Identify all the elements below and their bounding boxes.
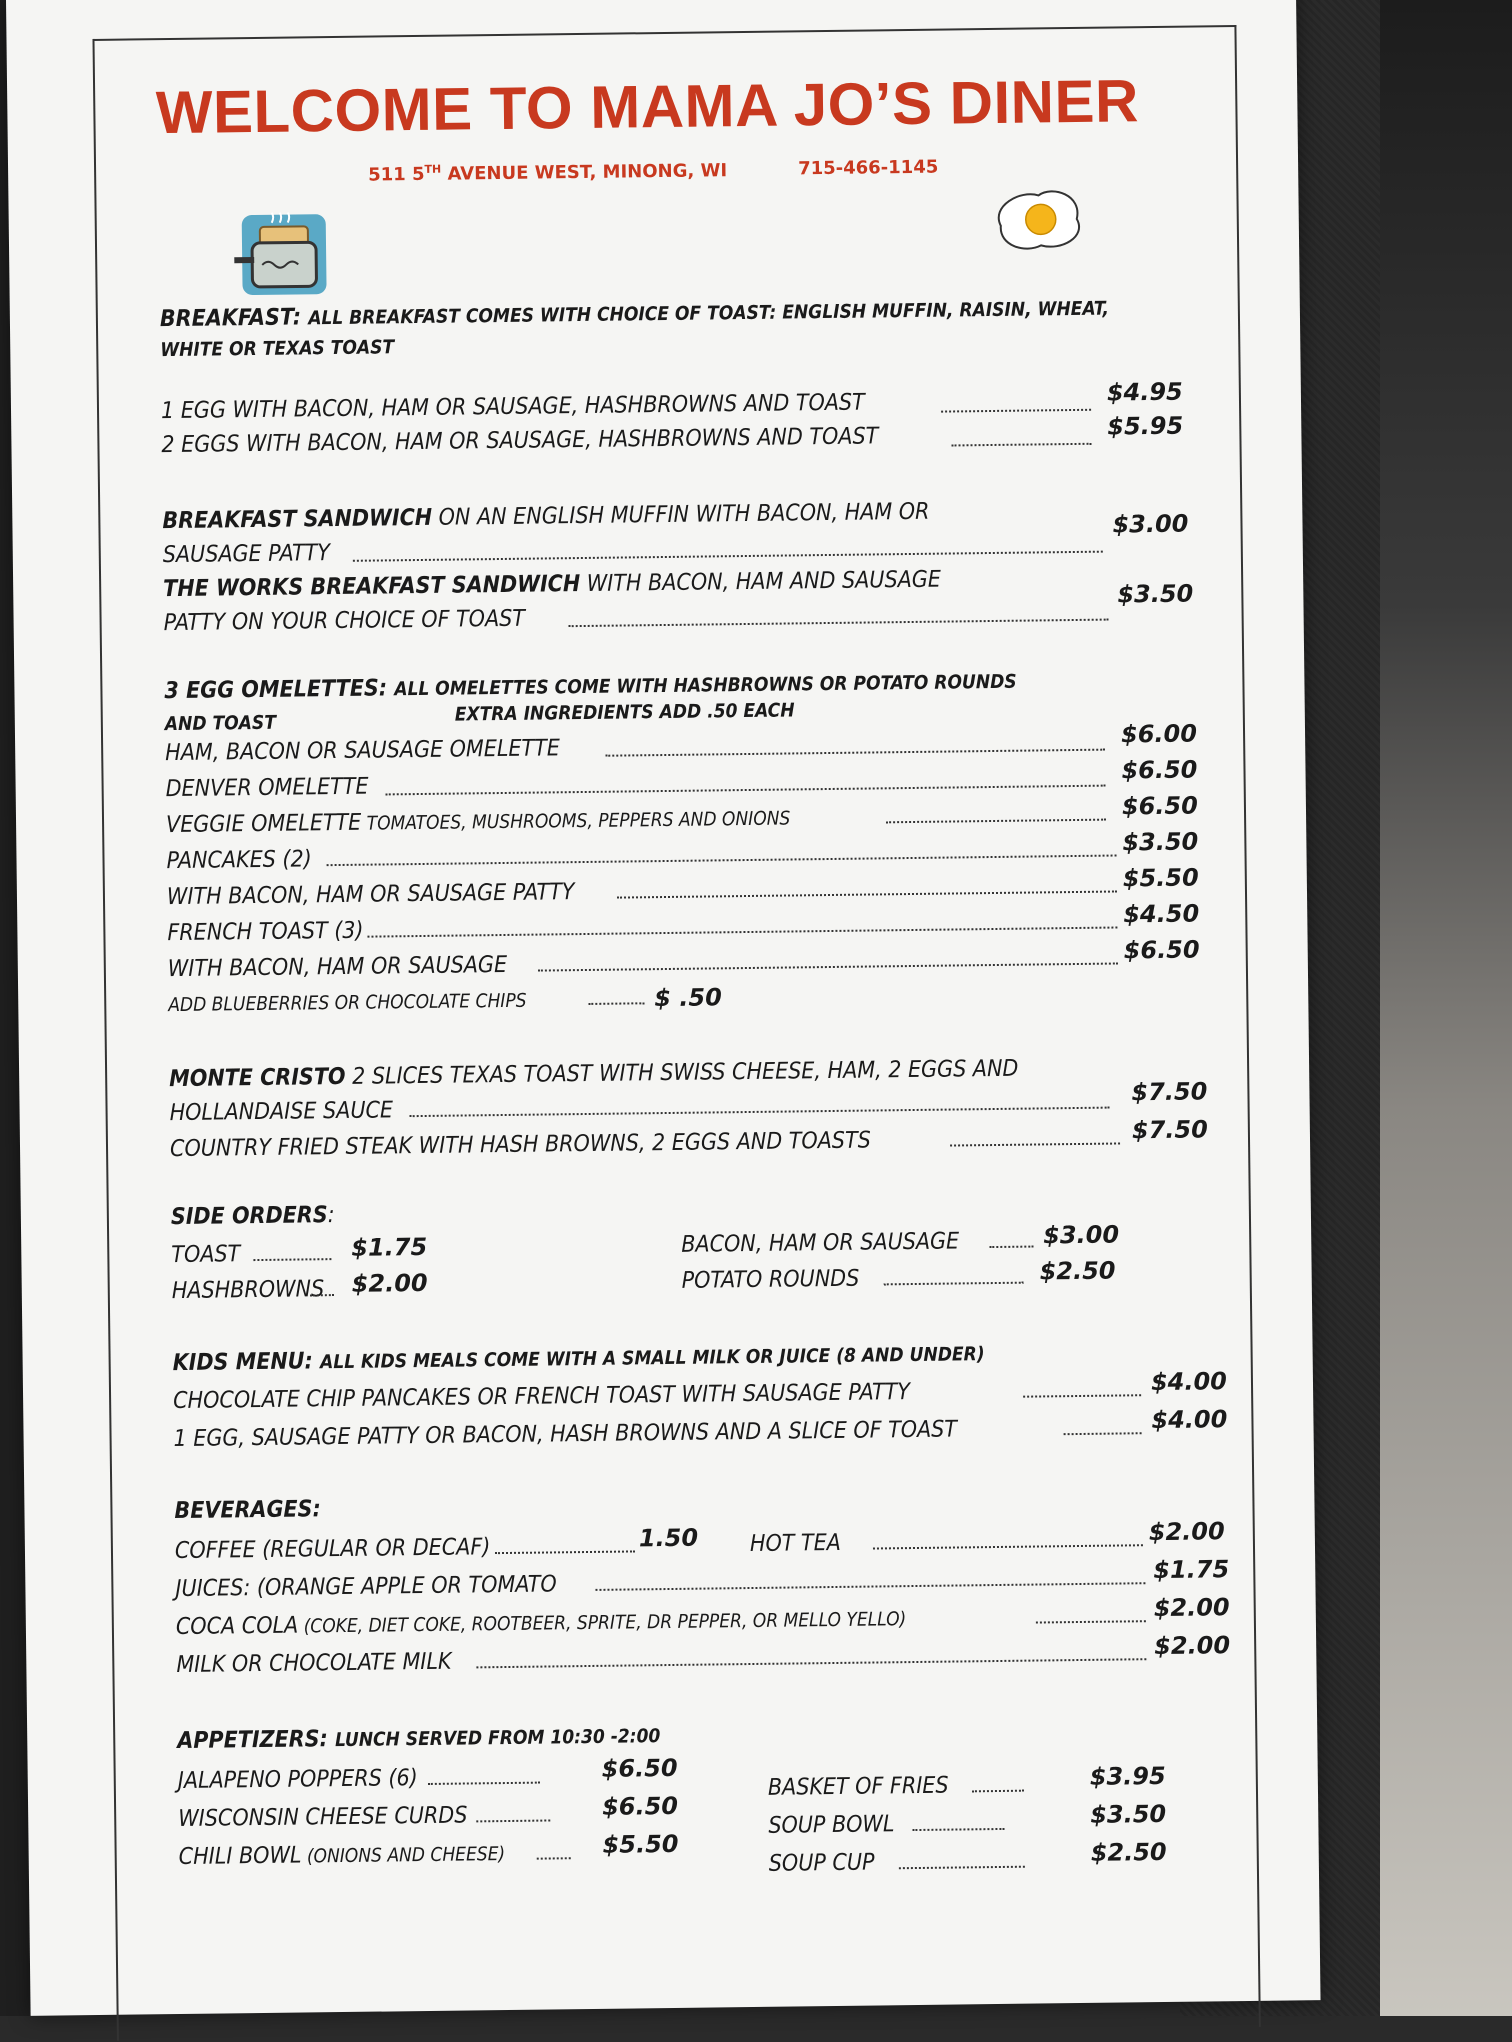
dot-leader xyxy=(941,409,1091,413)
dot-leader xyxy=(605,749,1105,757)
menu-item-price: $4.00 xyxy=(1151,1405,1228,1435)
menu-item-name: CHOCOLATE CHIP PANCAKES OR FRENCH TOAST WITH SAUSAGE PATTY xyxy=(172,1379,911,1415)
menu-item-name: COCA COLA (COKE, DIET COKE, ROOTBEER, SPRITE, DR PEPPER, OR MELLO YELLO) xyxy=(175,1608,907,1641)
menu-item-name: HOT TEA xyxy=(749,1529,841,1558)
dot-leader xyxy=(873,1544,1143,1549)
address: 511 5TH AVENUE WEST, MINONG, WI xyxy=(368,160,728,186)
menu-item-name: BASKET OF FRIES xyxy=(767,1772,949,1801)
menu-item-price: $ .50 xyxy=(654,983,722,1013)
menu-item-price: $1.75 xyxy=(1153,1555,1230,1585)
menu-item-price: $5.95 xyxy=(1107,411,1184,441)
menu-item-price: $2.00 xyxy=(1154,1631,1231,1661)
dot-leader xyxy=(476,1658,1146,1668)
side-orders-header: SIDE ORDERS: xyxy=(170,1202,335,1231)
menu-item-price: $5.50 xyxy=(1122,863,1199,893)
dot-leader xyxy=(538,962,1118,971)
omelettes-header: 3 EGG OMELETTES: ALL OMELETTES COME WITH HASHBROWNS OR POTATO ROUNDS xyxy=(164,670,1017,705)
menu-item-price: $2.00 xyxy=(1148,1517,1225,1547)
menu-item-price: $2.50 xyxy=(1039,1256,1116,1286)
dot-leader xyxy=(972,1790,1024,1793)
menu-item-name: MILK OR CHOCOLATE MILK xyxy=(176,1648,452,1679)
appetizers-header: APPETIZERS: LUNCH SERVED FROM 10:30 -2:00 xyxy=(177,1725,661,1755)
menu-item-name: TOAST xyxy=(171,1241,241,1269)
breakfast-header: BREAKFAST: ALL BREAKFAST COMES WITH CHOICE OF TOAST: ENGLISH MUFFIN, RAISIN, WHEAT, xyxy=(159,297,1110,333)
menu-item-name: SAUSAGE PATTY xyxy=(162,540,331,569)
dot-leader xyxy=(569,619,1109,628)
menu-item-price: $6.50 xyxy=(601,1753,678,1783)
dot-leader xyxy=(899,1866,1025,1870)
menu-item-name: HASHBROWNS xyxy=(171,1276,325,1305)
menu-item-price: $3.50 xyxy=(1122,827,1199,857)
dot-leader xyxy=(952,443,1092,447)
menu-item-name: PATTY ON YOUR CHOICE OF TOAST xyxy=(163,605,526,637)
phone-number: 715-466-1145 xyxy=(797,156,939,180)
menu-item-price: $4.50 xyxy=(1123,899,1200,929)
menu-item-price: $6.50 xyxy=(601,1791,679,1821)
dot-leader xyxy=(617,890,1117,898)
dot-leader xyxy=(327,854,1117,866)
menu-item-name: PANCAKES (2) xyxy=(166,846,312,875)
menu-item-name: HOLLANDAISE SAUCE xyxy=(169,1097,394,1127)
menu-item-price: $6.50 xyxy=(1121,791,1199,821)
menu-item-name: FRENCH TOAST (3) xyxy=(167,917,364,947)
menu-item-name: SOUP CUP xyxy=(768,1849,875,1877)
menu-item-price: $4.95 xyxy=(1106,377,1183,407)
menu-item-name: CHILI BOWL (ONIONS AND CHEESE) xyxy=(178,1842,506,1871)
menu-item-price: $3.00 xyxy=(1042,1220,1120,1250)
dot-leader xyxy=(912,1828,1004,1831)
menu-item-price: $6.00 xyxy=(1120,719,1198,749)
dot-leader xyxy=(595,1582,1145,1591)
menu-item-name: WISCONSIN CHEESE CURDS xyxy=(178,1802,468,1833)
menu-item-price: $5.50 xyxy=(602,1829,679,1859)
menu-sheet xyxy=(6,0,1321,2016)
menu-item-price: $7.50 xyxy=(1131,1077,1208,1107)
menu-item-price: $3.95 xyxy=(1089,1761,1166,1791)
menu-item-name: JALAPENO POPPERS (6) xyxy=(177,1765,418,1795)
dot-leader xyxy=(495,1550,635,1554)
omelettes-description: AND TOAST xyxy=(164,711,277,736)
menu-item-price: $1.75 xyxy=(351,1232,428,1262)
dot-leader xyxy=(1023,1394,1141,1397)
menu-item-price: $2.00 xyxy=(1153,1593,1230,1623)
dot-leader xyxy=(989,1246,1033,1249)
menu-item-price: $2.00 xyxy=(351,1268,428,1298)
background-floor xyxy=(1380,0,1512,2016)
dot-leader xyxy=(253,1258,331,1261)
menu-item-name: SOUP BOWL xyxy=(768,1811,895,1839)
dot-leader xyxy=(367,926,1117,937)
dot-leader xyxy=(428,1782,540,1785)
menu-item-name: COFFEE (REGULAR OR DECAF) xyxy=(174,1534,491,1565)
menu-item-name: VEGGIE OMELETTE TOMATOES, MUSHROOMS, PEPPERS AND ONIONS xyxy=(165,807,791,839)
menu-item-name: BACON, HAM OR SAUSAGE xyxy=(681,1228,960,1258)
menu-addon: ADD BLUEBERRIES OR CHOCOLATE CHIPS xyxy=(168,989,527,1017)
page-title: WELCOME TO MAMA JO’S DINER xyxy=(155,67,1140,147)
dot-leader xyxy=(353,551,1103,562)
menu-item-name: HAM, BACON OR SAUSAGE OMELETTE xyxy=(165,735,560,767)
kids-menu-header: KIDS MENU: ALL KIDS MEALS COME WITH A SMALL MILK OR JUICE (8 AND UNDER) xyxy=(172,1343,985,1377)
dot-leader xyxy=(588,1002,644,1005)
beverages-header: BEVERAGES: xyxy=(174,1496,321,1525)
menu-item-price: $3.00 xyxy=(1112,509,1189,539)
menu-item-price: $7.50 xyxy=(1131,1115,1208,1145)
menu-item-name: BREAKFAST SANDWICH ON AN ENGLISH MUFFIN WITH BACON, HAM OR xyxy=(162,498,930,535)
dot-leader xyxy=(884,1282,1024,1286)
menu-item-name: 2 EGGS WITH BACON, HAM OR SAUSAGE, HASHBROWNS AND TOAST xyxy=(161,423,879,459)
menu-content xyxy=(6,0,1321,2016)
menu-item-price: $6.50 xyxy=(1123,935,1200,965)
dot-leader xyxy=(1036,1620,1146,1623)
menu-item-name: POTATO ROUNDS xyxy=(681,1265,860,1294)
menu-item-name: COUNTRY FRIED STEAK WITH HASH BROWNS, 2 EGGS AND TOASTS xyxy=(169,1127,871,1163)
dot-leader xyxy=(310,1294,334,1296)
menu-item-name: 1 EGG, SAUSAGE PATTY OR BACON, HASH BROWNS AND A SLICE OF TOAST xyxy=(173,1416,958,1453)
menu-item-price: $3.50 xyxy=(1117,579,1194,609)
extra-ingredients-note: EXTRA INGREDIENTS ADD .50 EACH xyxy=(454,699,795,726)
menu-item-price: 1.50 xyxy=(638,1523,699,1553)
dot-leader xyxy=(386,785,1106,796)
menu-item-name: WITH BACON, HAM OR SAUSAGE xyxy=(167,951,508,983)
menu-item-name: WITH BACON, HAM OR SAUSAGE PATTY xyxy=(166,879,575,911)
menu-item-name: DENVER OMELETTE xyxy=(165,773,369,803)
menu-item-name: MONTE CRISTO 2 SLICES TEXAS TOAST WITH SWISS CHEESE, HAM, 2 EGGS AND xyxy=(169,1055,1019,1093)
menu-item-name: JUICES: (ORANGE APPLE OR TOMATO xyxy=(175,1571,557,1603)
dot-leader xyxy=(886,819,1106,824)
menu-item-price: $4.00 xyxy=(1150,1367,1228,1397)
dot-leader xyxy=(410,1107,1110,1118)
menu-item-name: THE WORKS BREAKFAST SANDWICH WITH BACON, HAM AND SAUSAGE xyxy=(163,566,942,603)
dot-leader xyxy=(1064,1432,1142,1435)
breakfast-description: WHITE OR TEXAS TOAST xyxy=(160,336,395,362)
menu-item-price: $6.50 xyxy=(1121,755,1198,785)
menu-item-price: $3.50 xyxy=(1090,1799,1167,1829)
dot-leader xyxy=(537,1857,571,1859)
menu-item-name: 1 EGG WITH BACON, HAM OR SAUSAGE, HASHBROWNS AND TOAST xyxy=(160,389,865,425)
dot-leader xyxy=(950,1142,1120,1146)
menu-item-price: $2.50 xyxy=(1090,1837,1167,1867)
dot-leader xyxy=(476,1819,550,1822)
